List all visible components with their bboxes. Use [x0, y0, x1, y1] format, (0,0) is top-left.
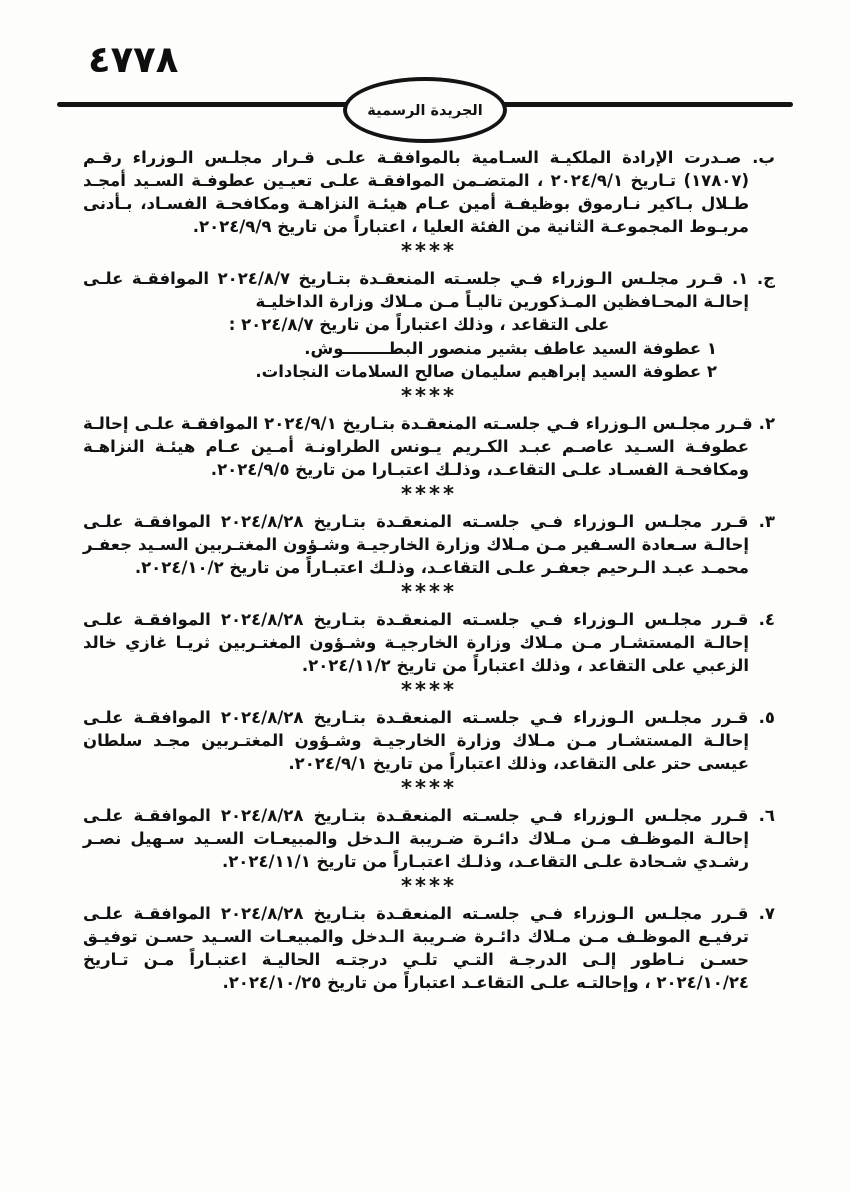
section-text: قـرر مجلـس الـوزراء فـي جلسـته المنعقـدة بتـاريخ ٢٠٢٤/٨/٢٨ الموافقـة علـى إحالـة المستشـار مـن مـلاك وزارة الخارجيـة وشـؤون المغتـربين ثريـا غازي خالد الزعبي على التقاعد ، وذلك اعتباراً من تاريخ ٢٠٢٤/١١/٢.: [83, 610, 749, 675]
section-separator: ****: [401, 482, 457, 506]
decree-paragraph: [83, 412, 775, 481]
section-label: ٧.: [758, 904, 775, 923]
section-text: قـرر مجلـس الـوزراء فـي جلسـته المنعقـدة بتـاريخ ٢٠٢٤/٨/٧ الموافقـة علـى إحالـة المحـافظين المـذكورين تاليـاً مـن مـلاك وزارة الداخليـة: [83, 269, 749, 311]
effective-date-line: على التقاعد ، وذلك اعتباراً من تاريخ ٢٠٢٤/٨/٧ :: [228, 315, 610, 334]
section-label: ٢.: [758, 414, 776, 433]
section-label: ٣.: [758, 512, 775, 531]
section-text: قـرر مجلـس الـوزراء فـي جلسـته المنعقـدة بتـاريخ ٢٠٢٤/٨/٢٨ الموافقـة علـى ترفيـع الموظـف مـن مـلاك دائـرة ضـريبة الـدخل والمبيعـات السـيد حسـن توفيـق حسـن نـاطور إلـى الدرجـة التـي تلـي درجتـه الحاليـة اعتبـاراً مـن تـاريخ ٢٠٢٤/١٠/٢٤ ، وإحالتـه علـى التقاعـد اعتباراً من تاريخ ٢٠٢٤/١٠/٢٥.: [83, 904, 749, 992]
section-text: قـرر مجلـس الـوزراء فـي جلسـته المنعقـدة بتـاريخ ٢٠٢٤/٨/٢٨ الموافقـة علـى إحالـة سـعادة السـفير مـن مـلاك وزارة الخارجيـة وشـؤون المغتـربين السـيد جعفـر محمـد عبـد الـرحيم جعفـر علـى التقاعـد، وذلـك اعتبـاراً من تاريخ ٢٠٢٤/١٠/٢.: [83, 512, 749, 577]
decree-paragraph: [83, 146, 775, 238]
section-text: قـرر مجلـس الـوزراء فـي جلسـته المنعقـدة بتـاريخ ٢٠٢٤/٨/٢٨ الموافقـة علـى إحالـة المستشـار مـن مـلاك وزارة الخارجيـة وشـؤون المغتـربين مجـد سلطان عيسى حتر على التقاعد، وذلك اعتباراً من تاريخ ٢٠٢٤/٩/١.: [83, 708, 749, 773]
gazette-title-badge: [343, 77, 507, 143]
gazette-title: الجريدة الرسمية: [367, 103, 483, 119]
section-cabinet-decision-6: [83, 804, 775, 901]
section-label: ٦.: [758, 806, 775, 825]
section-separator: ****: [401, 580, 457, 604]
list-item: ٢ عطوفة السيد إبراهيم سليمان صالح السلامات النجادات.: [255, 362, 717, 381]
section-cabinet-decision-1: [83, 267, 775, 411]
section-text: قـرر مجلـس الـوزراء فـي جلسـته المنعقـدة بتـاريخ ٢٠٢٤/٨/٢٨ الموافقـة علـى إحالـة الموظـف مـن مـلاك دائـرة ضـريبة الـدخل والمبيعـات السـيد سـهيل نصـر رشـدي شـحادة علـى التقاعـد، وذلـك اعتبـاراً من تاريخ ٢٠٢٤/١١/١.: [83, 806, 749, 871]
section-label: ٤.: [758, 610, 775, 629]
section-separator: ****: [401, 678, 457, 702]
decree-paragraph: [83, 902, 775, 994]
section-cabinet-decision-2: [83, 412, 775, 509]
section-cabinet-decision-7: [83, 902, 775, 994]
decree-paragraph: [83, 804, 775, 873]
section-separator: ****: [401, 874, 457, 898]
section-cabinet-decision-3: [83, 510, 775, 607]
list-item: ١ عطوفة السيد عاطف بشير منصور البطــــــــوش.: [304, 339, 717, 358]
section-text: قـرر مجلـس الـوزراء فـي جلسـته المنعقـدة بتـاريخ ٢٠٢٤/٩/١ الموافقـة علـى إحالـة عطوفـة السـيد عاصـم عبـد الكـريم يـونس الطراونـة أمـين عـام هيئـة النزاهـة ومكافحـة الفسـاد علـى التقاعـد، وذلـك اعتبـارا من تاريخ ٢٠٢٤/٩/٥.: [83, 414, 753, 479]
section-cabinet-decision-5: [83, 706, 775, 803]
section-label: ب.: [752, 148, 775, 167]
decree-paragraph: [83, 510, 775, 579]
section-cabinet-decision-4: [83, 608, 775, 705]
page-number: ٤٧٧٨: [88, 38, 179, 81]
section-label: ج. ١.: [732, 269, 776, 288]
decree-paragraph: [83, 706, 775, 775]
section-text: صـدرت الإرادة الملكيـة السـامية بالموافقـة علـى قـرار مجلـس الـوزراء رقـم (١٧٨٠٧) تـاريخ ٢٠٢٤/٩/١ ، المتضـمن الموافقـة علـى تعيـين عطوفـة السـيد أمجـد طـلال بـاكير نـارموق بوظيفـة أمين عـام هيئـة النزاهـة ومكافحـة الفسـاد، بـأدنى مربـوط المجموعـة الثانية من الفئة العليا ، اعتباراً من تاريخ ٢٠٢٤/٩/٩.: [83, 148, 749, 236]
retired-officials-list: [83, 337, 775, 383]
section-label: ٥.: [758, 708, 775, 727]
decrees-content: [83, 146, 775, 995]
section-separator: ****: [401, 239, 457, 263]
decree-paragraph: [83, 608, 775, 677]
section-royal-decree: [83, 146, 775, 266]
section-separator: ****: [401, 384, 457, 408]
section-separator: ****: [401, 776, 457, 800]
decree-paragraph: [83, 267, 775, 313]
